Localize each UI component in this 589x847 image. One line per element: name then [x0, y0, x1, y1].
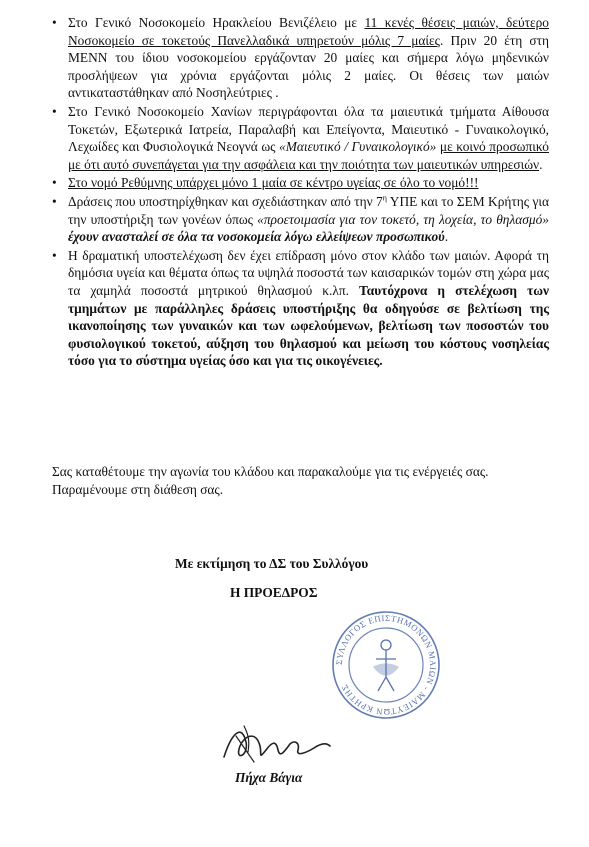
closing-line: Σας καταθέτουμε την αγωνία του κλάδου και παρακαλούμε για τις ενέργειές σας. [52, 464, 489, 479]
item-text: . Πριν 20 έτη στη ΜΕΝΝ του ίδιου νοσοκομείου εργάζονταν 20 μαίες και σήμερα λόγω μηδενικών προσλήψεων για χρόνια εργάζονται μόλις 2 μαίες. Οι θέσεις των μαιών αντικαταστάθηκαν από Νοσηλεύτριες . [68, 32, 550, 101]
item-text: Στο Γενικό Νοσοκομείο Ηρακλείου Βενιζέλειο με [68, 15, 365, 30]
item-text: . [444, 229, 449, 245]
association-seal [330, 609, 442, 721]
seal-text: ΣΥΛΛΟΓΟΣ ΕΠΙΣΤΗΜΟΝΩΝ ΜΑΙΩΝ - ΜΑΙΕΥΤΩΝ ΚΡΗΤΗΣ [333, 612, 439, 718]
regards-line: Με εκτίμηση το ΔΣ του Συλλόγου [175, 556, 369, 571]
bullet-icon: • [52, 175, 57, 191]
bullet-icon: • [52, 103, 57, 119]
item-underlined-text: Στο νομό Ρεθύμνης υπάρχει μόνο 1 μαία σε κέντρο υγείας σε όλο το νομό!!! [68, 175, 479, 191]
list-item [52, 193, 549, 246]
item-text: Στο Γενικό Νοσοκομείο Χανίων περιγράφονται όλα τα μαιευτικά τμήματα Αίθουσα Τοκετών, Εξωτερικά Ιατρεία, Παραλαβή και Επείγοντα, Μαιευτικό - Γυναικολογικό, Λεχωίδες και Φυσιολογικά Νεογνά ως [68, 103, 549, 155]
item-text: Η δραματική υποστελέχωση δεν έχει επίδραση μόνο στον κλάδο των μαιών. Αφορά τη δημόσια υγεία και θέματα όπως τα υψηλά ποσοστά των καισαρικών τομών στη χώρα μας τα χαμηλά ποσοστά μητρικού θηλασμού κ.λπ. [68, 247, 549, 298]
item-bold-text: Ταυτόχρονα η στελέχωση των τμημάτων με παράλληλες δράσεις υποστήριξης θα οδηγούσε σε βελτίωση της ικανοποίησης των γυναικών και των ωφελούμενων, βελτίωση των ποσοστών του φυσιολογικού τοκετού, αύξηση του θηλασμού και μείωση του κόστους νοσηλείας τόσο για το σύστημα υγείας όσο και για τις οικογένειες. [68, 282, 550, 369]
signatory-role: Η ΠΡΟΕΔΡΟΣ [230, 585, 318, 600]
bullet-list [52, 14, 549, 371]
superscript: η [382, 193, 387, 203]
seal-figure-icon [374, 640, 398, 691]
closing-line: Παραμένουμε στη διάθεση σας. [52, 481, 224, 497]
item-italic-text: «προετοιμασία για τον τοκετό, τη λοχεία, το θηλασμό» [257, 211, 549, 227]
bullet-icon: • [52, 247, 57, 263]
list-item [52, 247, 549, 370]
item-underlined-text: 11 κενές θέσεις μαιών, δεύτερο Νοσοκομείο σε τοκετούς Πανελλαδικά υπηρετούν μόλις 7 μαίες [68, 15, 549, 48]
item-text: . [539, 156, 543, 172]
signatory-name: Πήχα Βάγια [235, 770, 303, 785]
item-italic-text: «Μαιευτικό / Γυναικολογικό» [279, 139, 437, 155]
item-text: Δράσεις που υποστηρίχθηκαν και σχεδιάστηκαν από την 7 [68, 193, 383, 209]
bullet-icon: • [52, 15, 57, 30]
list-item [52, 103, 549, 173]
item-bold-italic-text: έχουν ανασταλεί σε όλα τα νοσοκομεία λόγω ελλείψεων προσωπικού [68, 229, 445, 245]
bullet-icon: • [52, 193, 57, 209]
list-item [52, 174, 549, 192]
handwritten-signature [214, 712, 334, 772]
list-item [52, 14, 549, 102]
closing-paragraph [52, 463, 549, 498]
item-text: ΥΠΕ και το ΣΕΜ Κρήτης για την υποστήριξη των γονέων όπως [68, 193, 549, 227]
item-underlined-text: με κοινό προσωπικό με ότι αυτό συνεπάγεται για την ασφάλεια και την ποιότητα των μαιευτικών υπηρεσιών [68, 139, 549, 172]
